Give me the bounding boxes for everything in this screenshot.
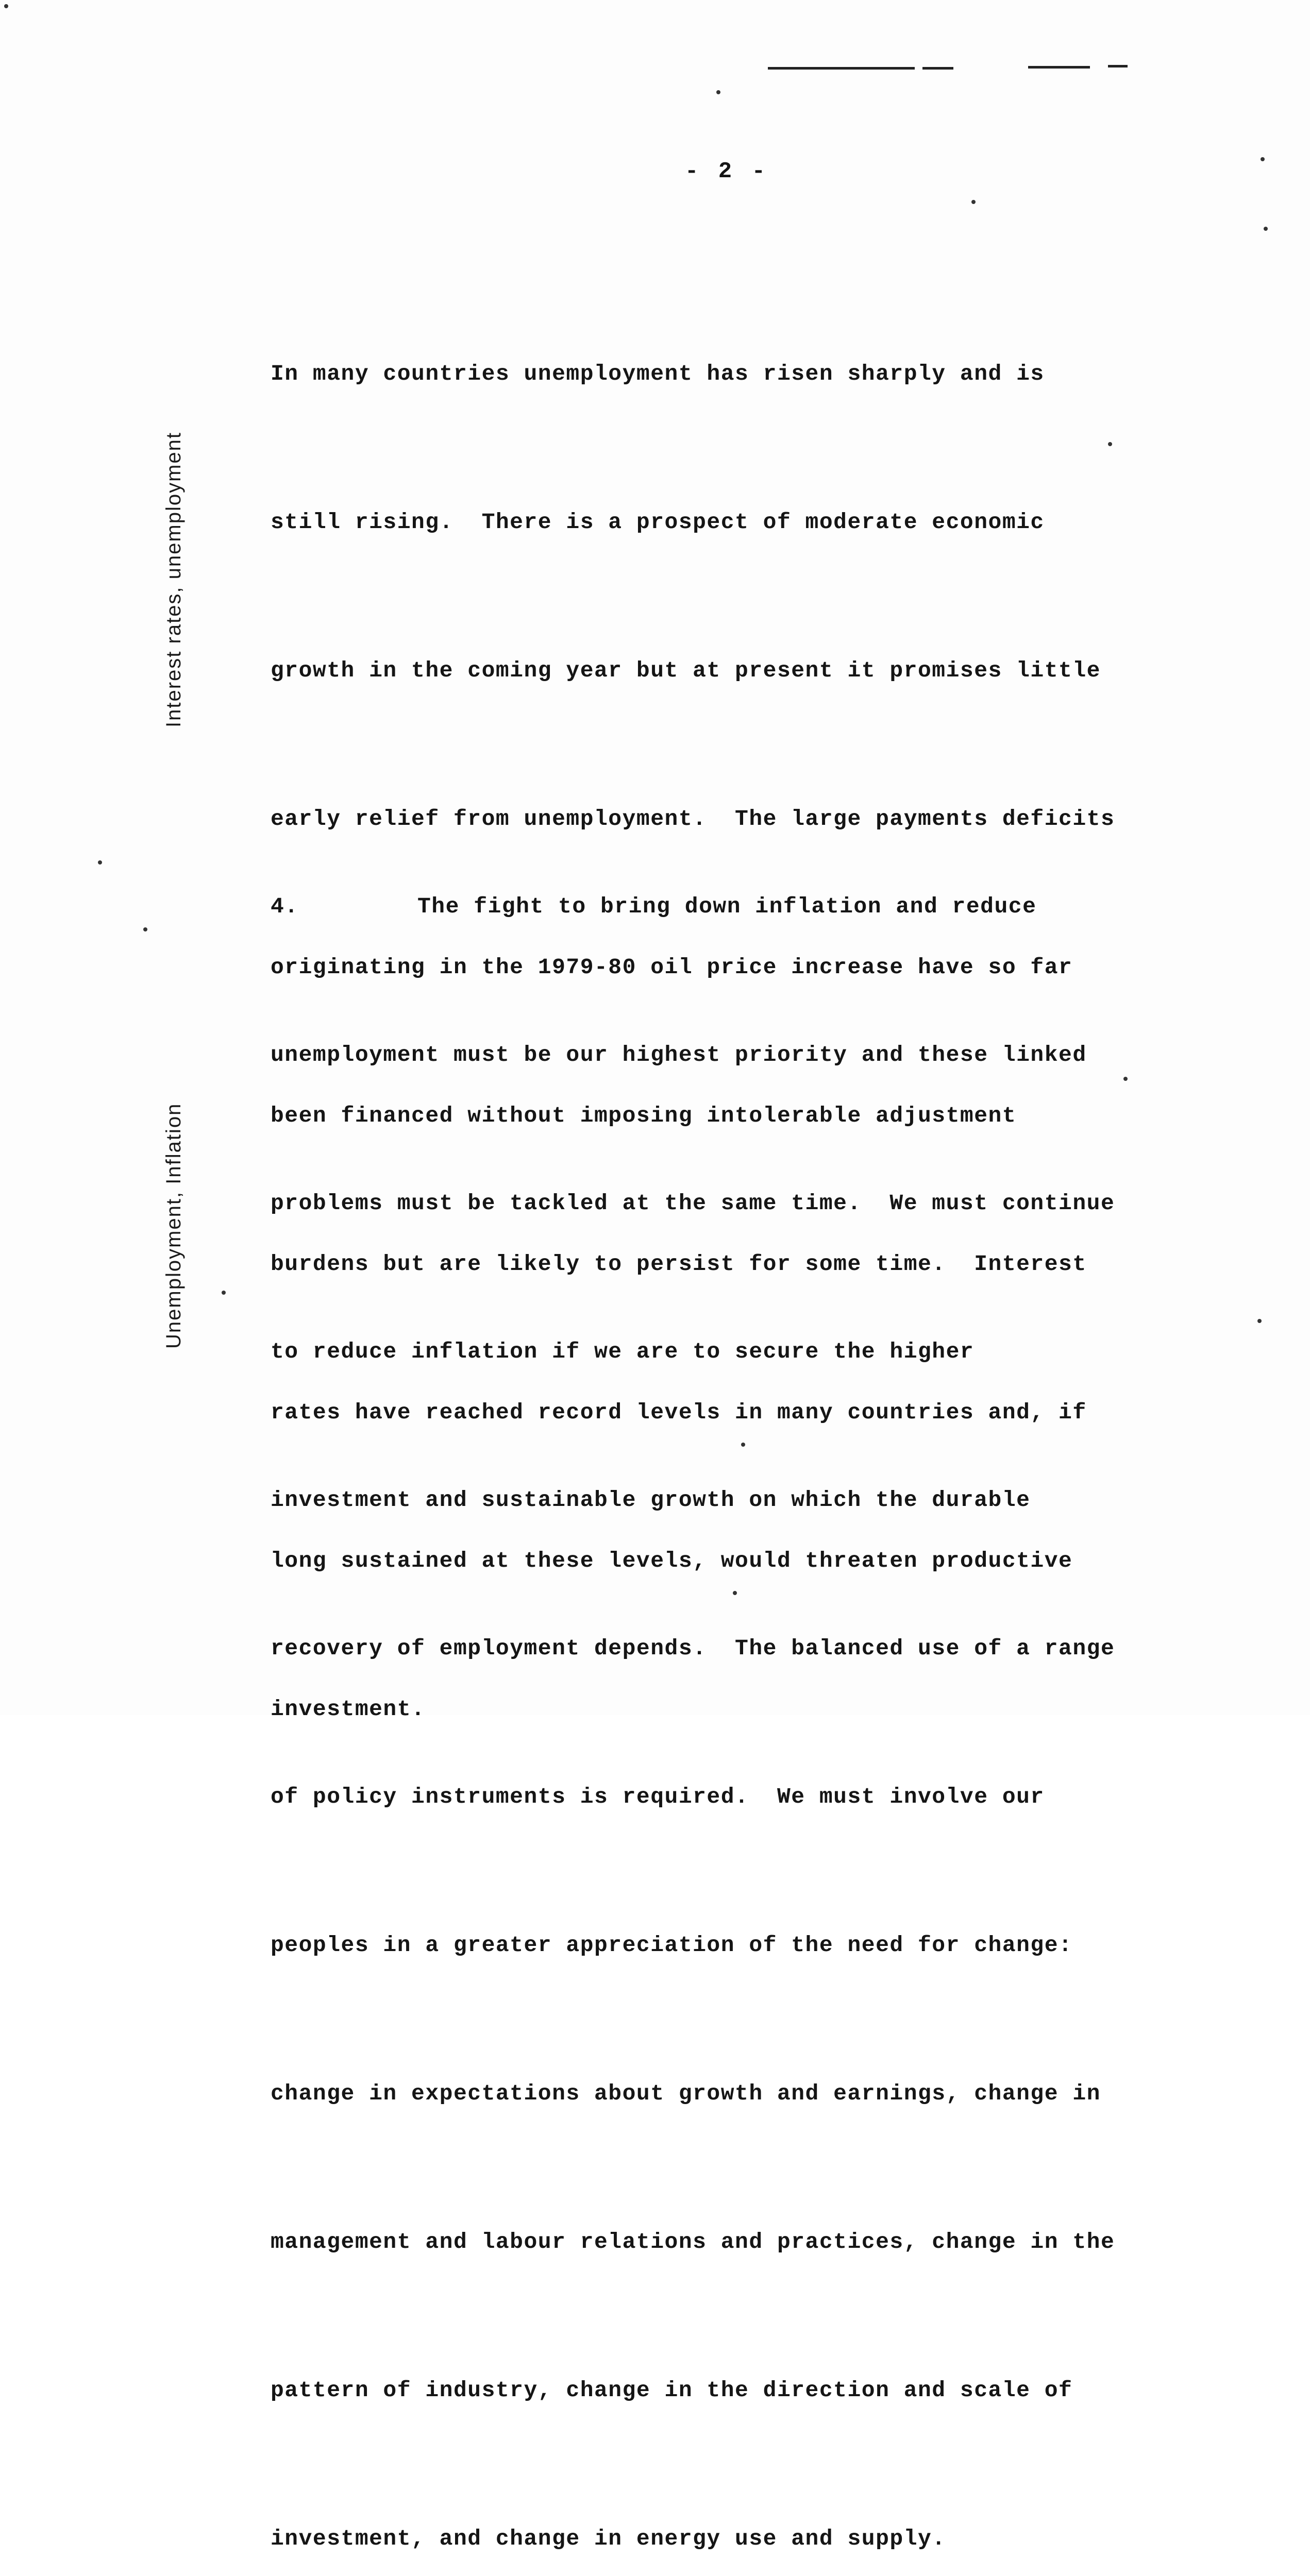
scan-speck: [716, 90, 720, 94]
paragraph-line: rates have reached record levels in many countries and, if: [271, 1400, 1087, 1425]
scan-speck: [1264, 227, 1268, 231]
scan-speck: [1108, 442, 1112, 446]
margin-note-interest-rates: Interest rates, unemployment: [162, 431, 185, 727]
paragraph-line: recovery of employment depends. The balanced use of a range: [271, 1636, 1115, 1661]
scan-speck: [143, 927, 147, 931]
header-rule-segment: [922, 67, 953, 70]
paragraph-line: pattern of industry, change in the direction and scale of: [271, 2378, 1073, 2403]
scan-speck: [1123, 1077, 1128, 1081]
paragraph-line: been financed without imposing intolerable adjustment: [271, 1103, 1017, 1128]
paragraph-line: still rising. There is a prospect of moderate economic: [271, 510, 1045, 535]
paragraph-line: investment, and change in energy use and supply.: [271, 2526, 946, 2551]
paragraph-line: peoples in a greater appreciation of the need for change:: [271, 1933, 1073, 1958]
scan-speck: [971, 200, 976, 204]
scan-speck: [733, 1591, 737, 1595]
paragraph-line: early relief from unemployment. The large payments deficits: [271, 806, 1115, 832]
paragraph-line: burdens but are likely to persist for some time. Interest: [271, 1251, 1087, 1277]
paragraph-line: unemployment must be our highest priority and these linked: [271, 1042, 1087, 1067]
margin-note-unemployment-inflation: Unemployment, Inflation: [162, 1103, 185, 1349]
scan-speck: [1261, 157, 1265, 161]
scan-speck: [222, 1291, 226, 1295]
paragraph-line: The fight to bring down inflation and reduce: [417, 894, 1037, 919]
header-rule-segment: [1028, 66, 1090, 69]
paragraph-line: to reduce inflation if we are to secure the higher: [271, 1339, 975, 1364]
paragraph-line: long sustained at these levels, would threaten productive: [271, 1548, 1073, 1573]
paragraph-line: change in expectations about growth and earnings, change in: [271, 2081, 1101, 2106]
scan-speck: [98, 860, 102, 865]
paragraph-number: 4.: [271, 894, 299, 919]
paragraph-line: management and labour relations and practices, change in the: [271, 2229, 1115, 2255]
header-rule-segment: [1108, 65, 1128, 67]
page-number: - 2 -: [684, 159, 769, 184]
paragraph-line: problems must be tackled at the same time. We must continue: [271, 1191, 1115, 1216]
header-rule-segment: [768, 67, 915, 70]
paragraph-line: investment.: [271, 1697, 426, 1722]
scan-speck: [1257, 1319, 1262, 1323]
paragraph-first-line: [271, 882, 1198, 931]
paragraph-2: [271, 783, 1198, 2576]
scan-speck: [741, 1443, 745, 1447]
paragraph-line: growth in the coming year but at present it promises little: [271, 658, 1101, 683]
paragraph-line: In many countries unemployment has risen sharply and is: [271, 361, 1045, 386]
paragraph-line: of policy instruments is required. We must involve our: [271, 1784, 1045, 1809]
scan-speck: [4, 4, 8, 8]
paragraph-line: originating in the 1979-80 oil price increase have so far: [271, 955, 1073, 980]
paragraph-line: investment and sustainable growth on which the durable: [271, 1487, 1031, 1513]
